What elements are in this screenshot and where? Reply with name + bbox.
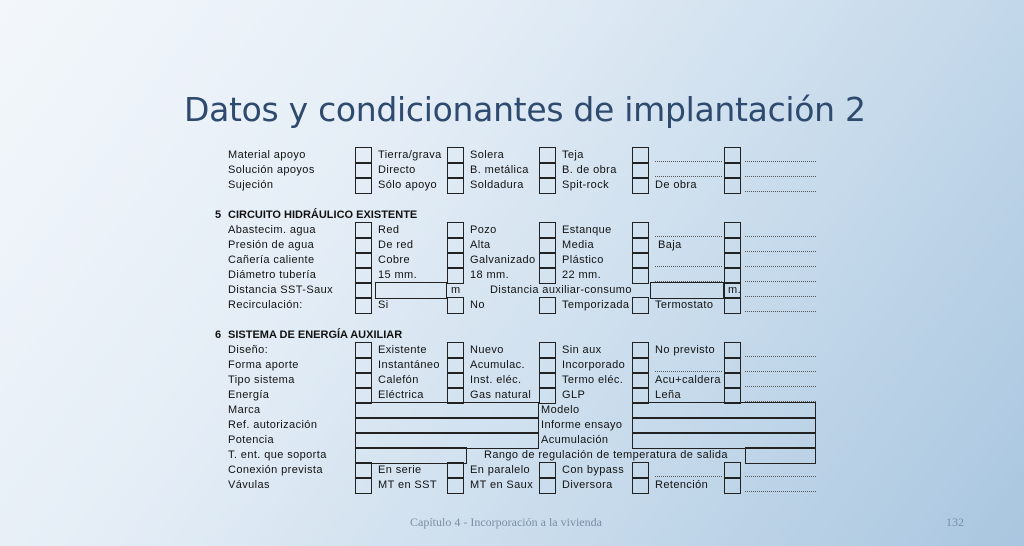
valvulas-checkbox-3[interactable]	[539, 477, 556, 494]
presion-option-3: Media	[562, 239, 594, 251]
abastecim-option-2: Pozo	[470, 224, 497, 236]
diseno-option-1: Existente	[378, 344, 427, 356]
tipo-option-3: Termo eléc.	[562, 374, 624, 386]
valvulas-option-2: MT en Saux	[470, 479, 534, 491]
forma-option-1: Instantáneo	[378, 359, 440, 371]
sujecion-checkbox-4[interactable]	[632, 177, 649, 194]
distancia-fill	[745, 296, 816, 297]
distancia-unit-1: m	[451, 284, 461, 296]
recirculacion-fill-5	[745, 311, 816, 312]
diseno-fill-5	[745, 356, 816, 357]
presion-option-4: Baja	[658, 239, 682, 251]
marca-label: Marca	[228, 404, 261, 416]
recirculacion-option-2: No	[470, 299, 485, 311]
diametro-option-3: 22 mm.	[562, 269, 602, 281]
distancia-label: Distancia SST-Saux	[228, 284, 334, 296]
diametro-checkbox-3[interactable]	[539, 267, 556, 284]
abastecim-fill-5	[745, 236, 816, 237]
recirculacion-checkbox-3[interactable]	[539, 297, 556, 314]
abastecim-option-3: Estanque	[562, 224, 612, 236]
energia-option-1: Eléctrica	[378, 389, 424, 401]
t_ent-field-2[interactable]	[745, 447, 816, 464]
sujecion-checkbox-2[interactable]	[447, 177, 464, 194]
presion-label: Presión de agua	[228, 239, 315, 251]
energia-option-2: Gas natural	[470, 389, 532, 401]
recirculacion-checkbox-5[interactable]	[724, 297, 741, 314]
valvulas-checkbox-4[interactable]	[632, 477, 649, 494]
material_apoyo-option-2: Solera	[470, 149, 505, 161]
forma-option-2: Acumulac.	[470, 359, 525, 371]
conexion-option-3: Con bypass	[562, 464, 625, 476]
valvulas-checkbox-1[interactable]	[355, 477, 372, 494]
sujecion-option-2: Soldadura	[470, 179, 524, 191]
diametro-checkbox-2[interactable]	[447, 267, 464, 284]
solucion_apoyos-option-2: B. metálica	[470, 164, 529, 176]
energia-label: Energía	[228, 389, 270, 401]
recirculacion-label: Recirculación:	[228, 299, 303, 311]
caneria-label: Cañería caliente	[228, 254, 315, 266]
valvulas-option-3: Diversora	[562, 479, 613, 491]
presion-option-1: De red	[378, 239, 414, 251]
footer-page-number: 132	[946, 515, 964, 529]
potencia-label: Potencia	[228, 434, 275, 446]
abastecim-fill-4	[655, 236, 722, 237]
t_ent-label-2: Rango de regulación de temperatura de salida	[484, 449, 728, 461]
valvulas-option-1: MT en SST	[378, 479, 438, 491]
sujecion-option-3: Spit-rock	[562, 179, 609, 191]
forma-option-3: Incorporado	[562, 359, 626, 371]
recirculacion-checkbox-4[interactable]	[632, 297, 649, 314]
ref-label: Ref. autorización	[228, 419, 318, 431]
recirculacion-option-3: Temporizada	[562, 299, 630, 311]
tipo-label: Tipo sistema	[228, 374, 295, 386]
energia-option-4: Leña	[655, 389, 682, 401]
sujecion-checkbox-1[interactable]	[355, 177, 372, 194]
valvulas-checkbox-2[interactable]	[447, 477, 464, 494]
abastecim-label: Abastecim. agua	[228, 224, 316, 236]
solucion_apoyos-option-1: Directo	[378, 164, 416, 176]
energia-option-3: GLP	[562, 389, 586, 401]
diametro-fill-5	[745, 281, 816, 282]
diseno-option-3: Sin aux	[562, 344, 602, 356]
potencia-label-2: Acumulación	[541, 434, 609, 446]
conexion-option-2: En paralelo	[470, 464, 531, 476]
valvulas-fill-5	[745, 491, 816, 492]
presion-option-2: Alta	[470, 239, 491, 251]
caneria-option-1: Cobre	[378, 254, 410, 266]
conexion-option-1: En serie	[378, 464, 422, 476]
conexion-fill-5	[745, 476, 816, 477]
diametro-option-2: 18 mm.	[470, 269, 510, 281]
material_apoyo-option-3: Teja	[562, 149, 584, 161]
forma-fill-5	[745, 371, 816, 372]
solucion_apoyos-option-3: B. de obra	[562, 164, 617, 176]
distancia-value-1[interactable]	[375, 282, 447, 299]
tipo-option-2: Inst. eléc.	[470, 374, 522, 386]
caneria-option-2: Galvanizado	[470, 254, 536, 266]
material_apoyo-fill-5	[745, 161, 816, 162]
section-5-number: 5	[215, 209, 222, 221]
solucion_apoyos-fill-5	[745, 176, 816, 177]
footer-chapter: Capítulo 4 - Incorporación a la vivienda	[410, 515, 602, 529]
section-6-number: 6	[215, 329, 222, 341]
recirculacion-option-4: Termostato	[655, 299, 714, 311]
sujecion-checkbox-3[interactable]	[539, 177, 556, 194]
valvulas-option-4: Retención	[655, 479, 709, 491]
presion-fill-5	[745, 251, 816, 252]
forma-label: Forma aporte	[228, 359, 299, 371]
valvulas-checkbox-5[interactable]	[724, 477, 741, 494]
recirculacion-checkbox-2[interactable]	[447, 297, 464, 314]
energia-checkbox-3[interactable]	[539, 387, 556, 404]
distancia-label-2: Distancia auxiliar-consumo	[490, 284, 632, 296]
conexion-label: Conexión prevista	[228, 464, 323, 476]
caneria-fill-4	[655, 266, 722, 267]
diseno-label: Diseño:	[228, 344, 269, 356]
section-6-title: SISTEMA DE ENERGÍA AUXILIAR	[228, 329, 403, 341]
caneria-fill-5	[745, 266, 816, 267]
tipo-fill-5	[745, 386, 816, 387]
material_apoyo-option-1: Tierra/grava	[378, 149, 442, 161]
diametro-checkbox-4[interactable]	[632, 267, 649, 284]
solucion_apoyos-fill-4	[655, 176, 722, 177]
abastecim-option-1: Red	[378, 224, 400, 236]
sujecion-label: Sujeción	[228, 179, 274, 191]
recirculacion-option-1: Si	[378, 299, 389, 311]
section-5-title: CIRCUITO HIDRÁULICO EXISTENTE	[228, 209, 418, 221]
sujecion-fill-5	[745, 191, 816, 192]
diametro-label: Diámetro tubería	[228, 269, 317, 281]
slide-title: Datos y condicionantes de implantación 2	[184, 90, 866, 129]
tipo-option-1: Calefón	[378, 374, 419, 386]
distancia-unit-2: m.	[728, 284, 742, 296]
recirculacion-checkbox-1[interactable]	[355, 297, 372, 314]
diseno-option-4: No previsto	[655, 344, 716, 356]
sujecion-checkbox-5[interactable]	[724, 177, 741, 194]
tipo-option-4: Acu+caldera	[655, 374, 721, 386]
t_ent-label: T. ent. que soporta	[228, 449, 327, 461]
material_apoyo-label: Material apoyo	[228, 149, 306, 161]
sujecion-option-1: Sólo apoyo	[378, 179, 438, 191]
caneria-option-3: Plástico	[562, 254, 604, 266]
marca-label-2: Modelo	[541, 404, 580, 416]
diseno-option-2: Nuevo	[470, 344, 504, 356]
valvulas-label: Vávulas	[228, 479, 270, 491]
sujecion-option-4: De obra	[655, 179, 697, 191]
conexion-fill-4	[655, 476, 722, 477]
forma-fill-4	[655, 371, 722, 372]
distancia-value-2[interactable]	[650, 282, 724, 299]
solucion_apoyos-label: Solución apoyos	[228, 164, 315, 176]
ref-label-2: Informe ensayo	[541, 419, 623, 431]
material_apoyo-fill-4	[655, 161, 722, 162]
diametro-option-1: 15 mm.	[378, 269, 418, 281]
